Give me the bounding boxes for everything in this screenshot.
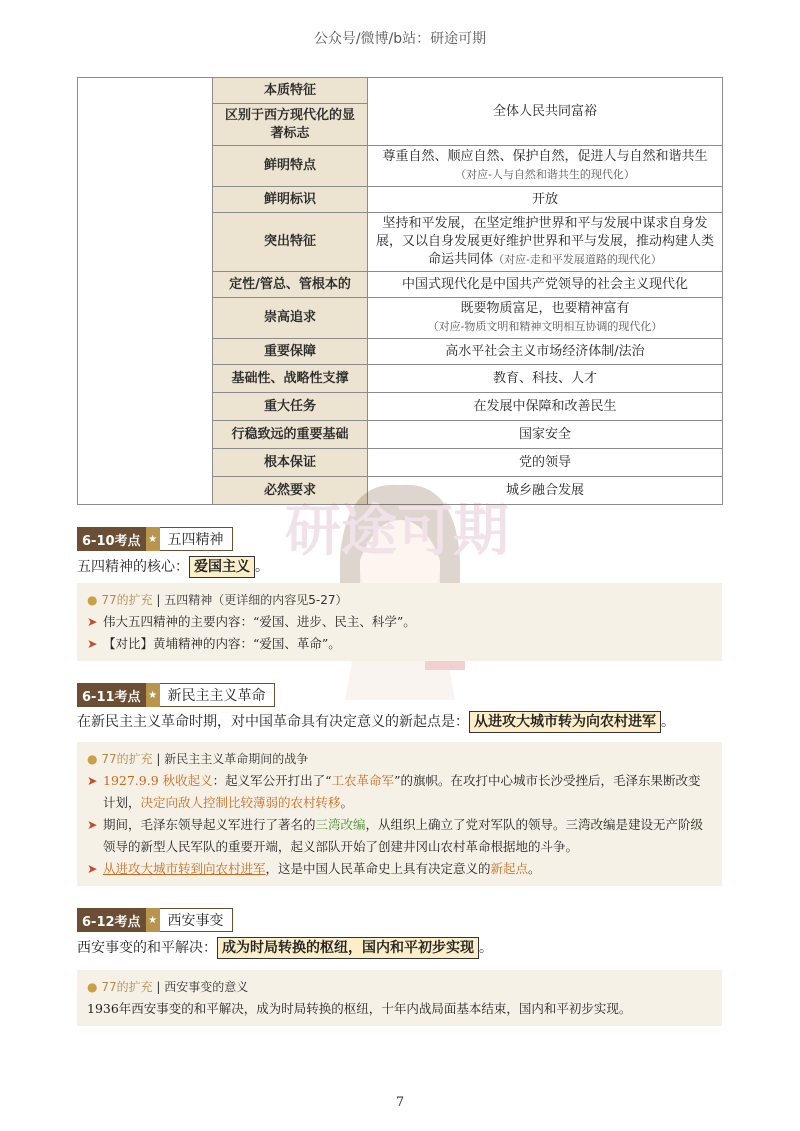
lightbulb-icon: ● bbox=[87, 593, 98, 607]
feature-cell: 崇高追求 bbox=[213, 298, 368, 339]
expansion-box bbox=[77, 742, 722, 886]
list-text bbox=[103, 858, 541, 880]
box-text: 1936年西安事变的和平解决，成为时局转换的枢纽，十年内战局面基本结束，国内和平初步实现。 bbox=[87, 1001, 632, 1016]
highlight-text: 新起点 bbox=[490, 861, 529, 876]
lightbulb-icon: ● bbox=[87, 752, 98, 766]
para-text: 。 bbox=[255, 559, 269, 575]
arrow-icon: ➤ bbox=[87, 773, 98, 788]
watermark-illustration bbox=[265, 440, 535, 700]
box-title: 西安事变的意义 bbox=[164, 980, 249, 994]
feature-cell: 重要保障 bbox=[213, 339, 368, 365]
lightbulb-icon: ● bbox=[87, 980, 98, 994]
section-paragraph bbox=[77, 937, 493, 959]
value-cell: 国家安全 bbox=[368, 421, 723, 449]
list-item bbox=[87, 633, 712, 655]
list-item bbox=[87, 611, 712, 633]
value-note: （对应-走和平发展道路的现代化） bbox=[493, 253, 662, 266]
feature-cell: 重大任务 bbox=[213, 393, 368, 421]
para-text: 。 bbox=[479, 940, 493, 956]
value-cell: 城乡融合发展 bbox=[368, 477, 723, 505]
feature-cell: 本质特征 bbox=[213, 78, 368, 104]
key-highlight: 从进攻大城市转为向农村进军 bbox=[469, 711, 661, 733]
highlight-text: 从进攻大城市转到向农村进军 bbox=[103, 861, 266, 876]
value-text: 既要物质富足，也要精神富有 bbox=[460, 301, 630, 316]
expansion-box bbox=[77, 970, 722, 1026]
star-icon: ★ bbox=[146, 527, 160, 551]
arrow-icon: ➤ bbox=[87, 817, 98, 832]
section-tag: 6-10考点 bbox=[77, 527, 146, 551]
feature-cell: 突出特征 bbox=[213, 213, 368, 272]
feature-cell: 区别于西方现代化的显著标志 bbox=[213, 104, 368, 146]
page-header: 公众号/微博/b站：研途可期 bbox=[313, 31, 487, 47]
section-tag: 6-12考点 bbox=[77, 908, 146, 932]
feature-cell: 基础性、战略性支撑 bbox=[213, 365, 368, 393]
box-header: ● 77的扩充 | 西安事变的意义 bbox=[87, 980, 249, 994]
arrow-icon: ➤ bbox=[87, 636, 98, 651]
plain-text: ，从组织上确立了党对军队的领导。三湾改编是建设无产阶级领导的新型人民军队的重要开端，起义部队开始了创建井冈山农村革命根据地的斗争。 bbox=[103, 817, 704, 854]
box-header: ● 77的扩充 | 新民主主义革命期间的战争 bbox=[87, 752, 309, 766]
section-title: 新民主主义革命 bbox=[160, 683, 275, 707]
section-paragraph bbox=[77, 711, 675, 733]
section-title: 西安事变 bbox=[160, 908, 233, 932]
highlight-text: 三湾改编 bbox=[315, 817, 366, 832]
para-text: 。 bbox=[661, 714, 675, 730]
value-cell: 在发展中保障和改善民生 bbox=[368, 393, 723, 421]
arrow-icon: ➤ bbox=[87, 861, 98, 876]
section-header bbox=[77, 683, 275, 707]
arrow-icon: ➤ bbox=[87, 614, 98, 629]
feature-cell: 鲜明特点 bbox=[213, 146, 368, 187]
para-text: 西安事变的和平解决： bbox=[77, 940, 217, 956]
list-text: 伟大五四精神的主要内容：“爱国、进步、民主、科学”。 bbox=[103, 614, 416, 629]
value-cell: 高水平社会主义市场经济体制/法治 bbox=[368, 339, 723, 365]
feature-cell: 必然要求 bbox=[213, 477, 368, 505]
key-highlight: 成为时局转换的枢纽，国内和平初步实现 bbox=[217, 937, 479, 959]
list-text bbox=[103, 814, 712, 858]
plain-text: ，这是中国人民革命史上具有决定意义的 bbox=[265, 861, 491, 876]
section-tag: 6-11考点 bbox=[77, 683, 146, 707]
value-cell bbox=[368, 213, 723, 272]
feature-cell: 定性/管总、管根本的 bbox=[213, 272, 368, 298]
box-title: 五四精神（更详细的内容见5-27） bbox=[164, 593, 348, 607]
box-label: 77的扩充 bbox=[101, 980, 153, 994]
feature-cell: 行稳致远的重要基础 bbox=[213, 421, 368, 449]
highlight-text: 工农革命军 bbox=[331, 773, 395, 788]
plain-text: ”的旗帜。在攻打中心城市长沙受挫后，毛泽东果断改变计划， bbox=[103, 773, 701, 810]
value-cell: 党的领导 bbox=[368, 449, 723, 477]
expansion-box bbox=[77, 583, 722, 661]
highlight-text: 1927.9.9 秋收起义 bbox=[103, 773, 213, 788]
value-cell bbox=[368, 298, 723, 339]
page-number: 7 bbox=[395, 1095, 405, 1110]
star-icon: ★ bbox=[146, 683, 160, 707]
feature-cell: 鲜明标识 bbox=[213, 187, 368, 213]
list-text bbox=[103, 770, 712, 814]
feature-cell: 根本保证 bbox=[213, 449, 368, 477]
box-label: 77的扩充 bbox=[101, 752, 153, 766]
value-note: （对应-物质文明和精神文明相互协调的现代化） bbox=[427, 320, 663, 333]
para-text: 五四精神的核心： bbox=[77, 559, 189, 575]
highlight-text: 决定向敌人控制比较薄弱的农村转移 bbox=[140, 795, 341, 810]
list-item bbox=[87, 858, 712, 880]
plain-text: 。 bbox=[340, 795, 354, 810]
star-icon: ★ bbox=[146, 908, 160, 932]
plain-text: 。 bbox=[528, 861, 541, 876]
list-item bbox=[87, 814, 712, 858]
list-item bbox=[87, 770, 712, 814]
value-cell: 中国式现代化是中国共产党领导的社会主义现代化 bbox=[368, 272, 723, 298]
value-cell bbox=[368, 146, 723, 187]
section-paragraph bbox=[77, 556, 269, 578]
value-note: （对应-人与自然和谐共生的现代化） bbox=[455, 168, 635, 181]
para-text: 在新民主主义革命时期，对中国革命具有决定意义的新起点是： bbox=[77, 714, 469, 730]
value-text: 尊重自然、顺应自然、保护自然，促进人与自然和谐共生 bbox=[382, 149, 708, 164]
value-text: 坚持和平发展，在坚定维护世界和平与发展中谋求自身发展，又以自身发展更好维护世界和平与发展，推动构建人类命运共同体 bbox=[375, 216, 714, 267]
key-highlight: 爱国主义 bbox=[189, 556, 255, 578]
section-header bbox=[77, 527, 233, 551]
value-cell: 开放 bbox=[368, 187, 723, 213]
section-header bbox=[77, 908, 233, 932]
list-text: 【对比】黄埔精神的内容：“爱国、革命”。 bbox=[103, 636, 341, 651]
blank-cell bbox=[78, 78, 213, 505]
plain-text: 期间，毛泽东领导起义军进行了著名的 bbox=[103, 817, 316, 832]
plain-text: ：起义军公开打出了“ bbox=[212, 773, 332, 788]
box-header: ● 77的扩充 | 五四精神（更详细的内容见5-27） bbox=[87, 593, 348, 607]
box-label: 77的扩充 bbox=[101, 593, 153, 607]
box-title: 新民主主义革命期间的战争 bbox=[164, 752, 309, 766]
value-cell-merged: 全体人民共同富裕 bbox=[368, 78, 723, 146]
watermark-text: 研途可期 bbox=[285, 499, 509, 564]
value-cell: 教育、科技、人才 bbox=[368, 365, 723, 393]
section-title: 五四精神 bbox=[160, 527, 233, 551]
